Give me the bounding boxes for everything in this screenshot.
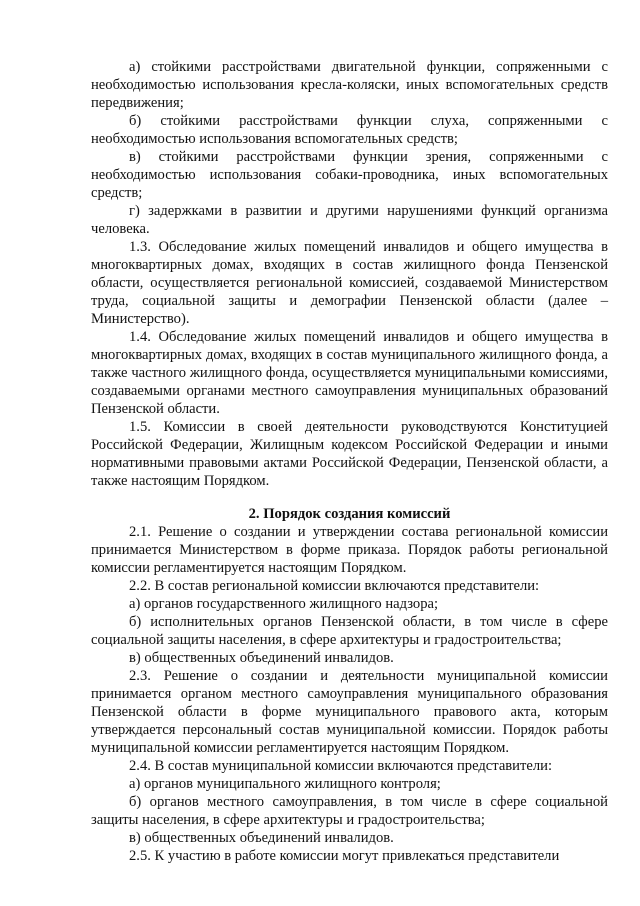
paragraph-2-2-v: в) общественных объединений инвалидов. (129, 650, 394, 666)
paragraph-2-4: 2.4. В состав муниципальной комиссии включаются представители: (129, 758, 552, 774)
paragraph-2-2: 2.2. В состав региональной комиссии включаются представители: (129, 578, 540, 594)
paragraph-2-4-v: в) общественных объединений инвалидов. (129, 830, 394, 846)
paragraph-1-2-b: б) стойкими расстройствами функции слуха, сопряженными с необходимостью использования вспомогательных средств; (91, 113, 608, 147)
paragraph-2-2-b: б) исполнительных органов Пензенской области, в том числе в сфере социальной защиты населения, в сфере архитектуры и градостроительства; (91, 614, 608, 648)
paragraph-1-3: 1.3. Обследование жилых помещений инвалидов и общего имущества в многоквартирных домах, входящих в состав жилищного фонда Пензенской области, осуществляется региональной комиссией, создаваемой Министерством труда, социальной защиты и демографии Пензенской области (далее – Министерство). (91, 239, 608, 327)
paragraph-1-2-g: г) задержками в развитии и другими нарушениями функций организма человека. (91, 203, 608, 237)
section-2-heading: 2. Порядок создания комиссий (248, 506, 451, 522)
paragraph-2-4-b: б) органов местного самоуправления, в том числе в сфере социальной защиты населения, в сфере архитектуры и градостроительства; (91, 794, 608, 828)
paragraph-1-5: 1.5. Комиссии в своей деятельности руководствуются Конституцией Российской Федерации, Жилищным кодексом Российской Федерации и иными нормативными правовыми актами Российской Федерации, Пензенской области, а также настоящим Порядком. (91, 419, 608, 489)
paragraph-2-3: 2.3. Решение о создании и деятельности муниципальной комиссии принимается органом местного самоуправления муниципального образования Пензенской области в форме муниципального правового акта, которым утверждается персональный состав муниципальной комиссии. Порядок работы муниципальной комиссии регламентируется настоящим Порядком. (91, 668, 608, 756)
paragraph-2-1: 2.1. Решение о создании и утверждении состава региональной комиссии принимается Министерством в форме приказа. Порядок работы региональной комиссии регламентируется настоящим Порядком. (91, 524, 608, 576)
paragraph-2-2-a: а) органов государственного жилищного надзора; (129, 596, 439, 612)
paragraph-1-2-v: в) стойкими расстройствами функции зрения, сопряженными с необходимостью использования собаки-проводника, иных вспомогательных средств; (91, 149, 608, 201)
paragraph-2-5: 2.5. К участию в работе комиссии могут привлекаться представители (129, 848, 560, 864)
section-1-continuation (91, 58, 608, 490)
paragraph-1-2-a: а) стойкими расстройствами двигательной функции, сопряженными с необходимостью использования кресла-коляски, иных вспомогательных средств передвижения; (91, 59, 608, 111)
paragraph-2-4-a: а) органов муниципального жилищного контроля; (129, 776, 441, 792)
section-2 (91, 505, 608, 865)
paragraph-1-4: 1.4. Обследование жилых помещений инвалидов и общего имущества в многоквартирных домах, входящих в состав муниципального жилищного фонда, а также частного жилищного фонда, осуществляется муниципальными комиссиями, создаваемыми органами местного самоуправления муниципальных образований Пензенской области. (91, 329, 608, 417)
